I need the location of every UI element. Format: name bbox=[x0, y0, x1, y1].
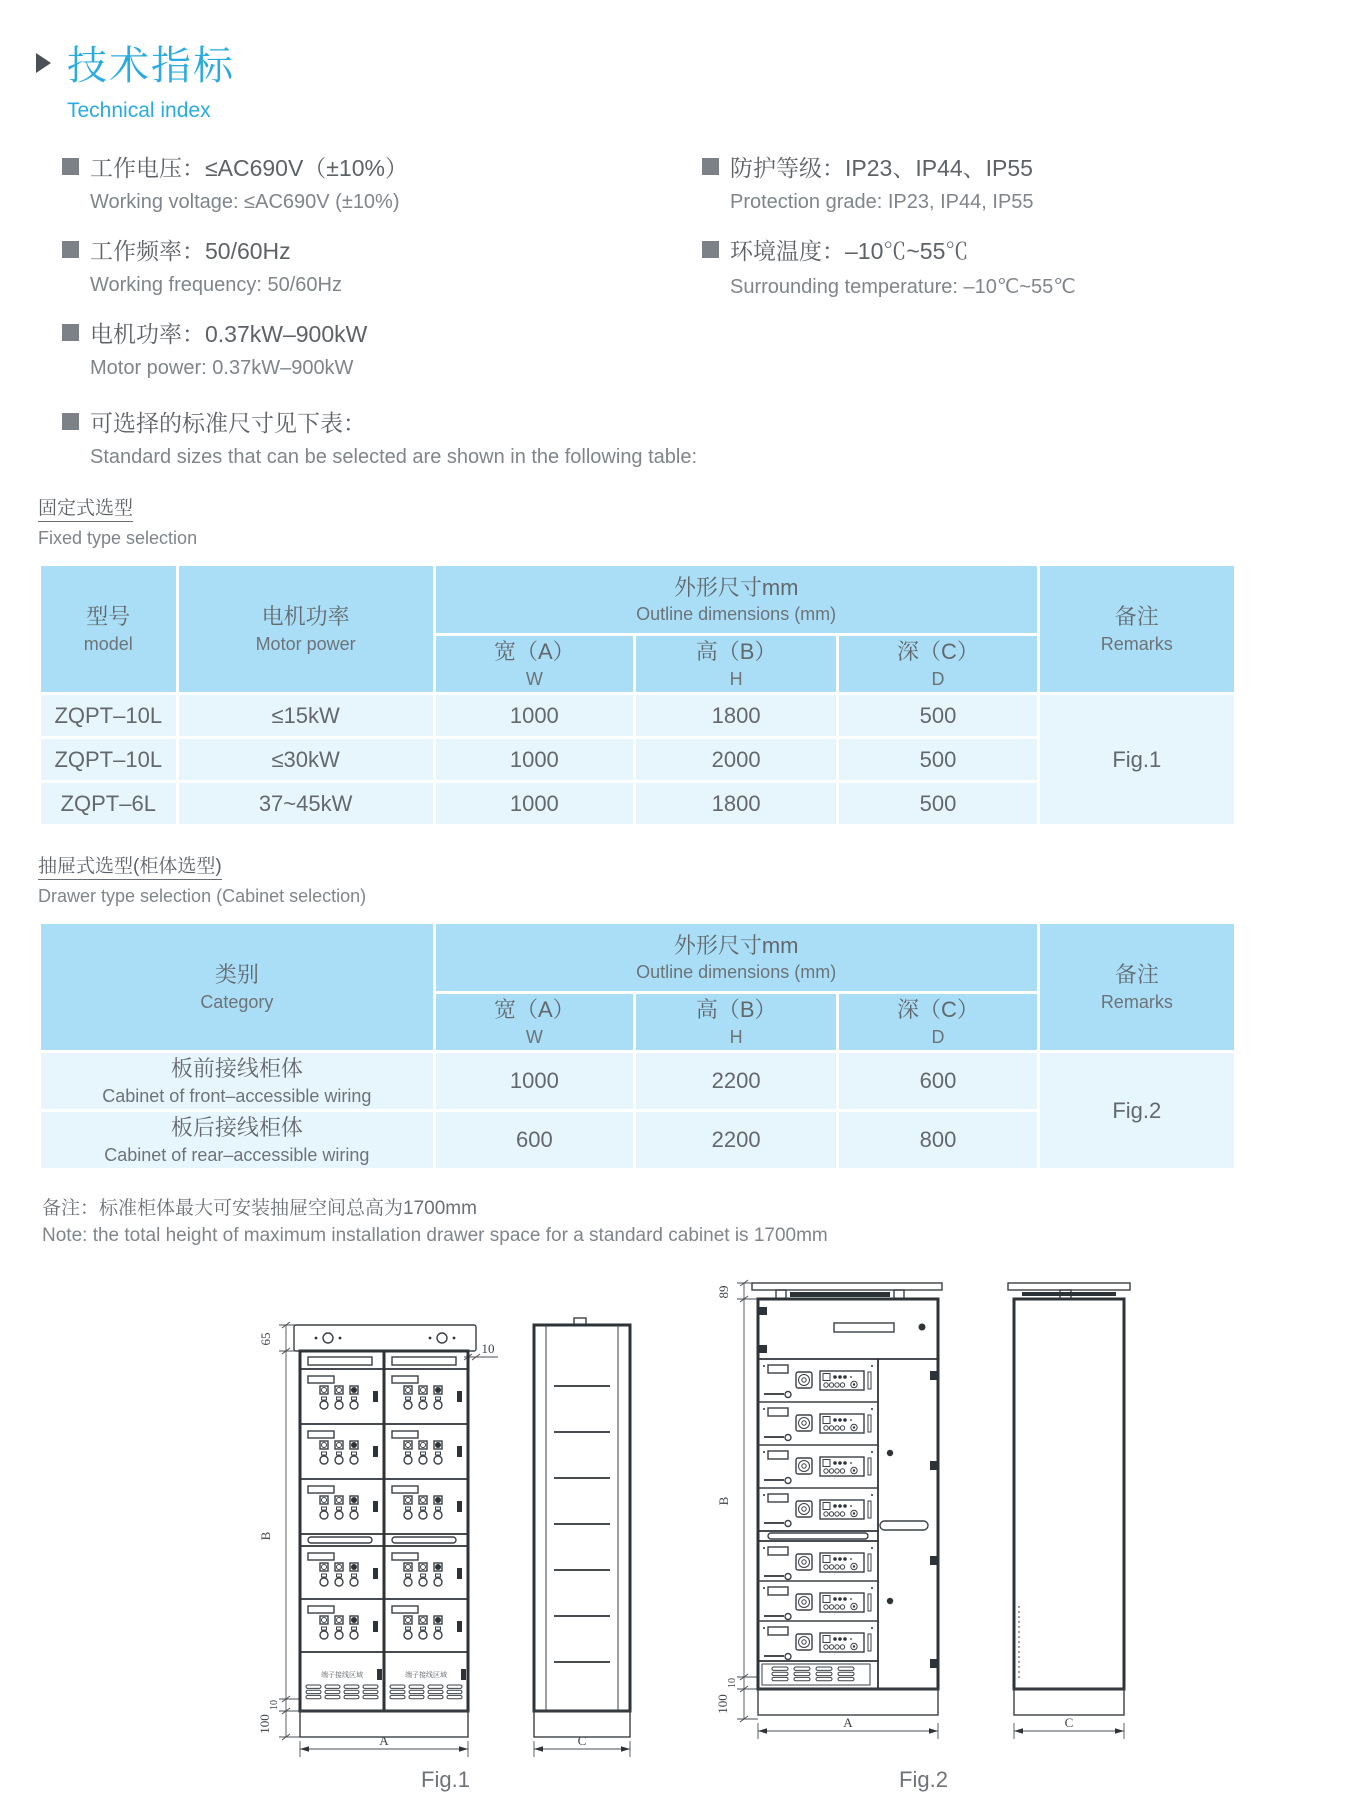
header-model: 型号 model bbox=[40, 565, 178, 694]
header-depth: 深（C） D bbox=[838, 993, 1038, 1052]
section-title-zh: 抽屉式选型(柜体选型) bbox=[38, 851, 222, 880]
header-motor-power: 电机功率 Motor power bbox=[177, 565, 434, 694]
spec-column-left bbox=[62, 149, 702, 398]
cell-depth: 500 bbox=[838, 782, 1038, 826]
table-row bbox=[40, 694, 1236, 738]
cell-model: ZQPT–6L bbox=[40, 782, 178, 826]
fig1-dim-width-label: A bbox=[378, 1733, 389, 1748]
fig1-dim-gap-label: 10 bbox=[268, 1700, 280, 1710]
figures-band bbox=[0, 1271, 1357, 1793]
spec-motor-power bbox=[62, 315, 702, 380]
fig2-dim-width-label: A bbox=[842, 1715, 853, 1730]
spec-en-text: Working voltage: ≤AC690V (±10%) bbox=[90, 191, 400, 213]
header-height: 高（B） H bbox=[634, 635, 837, 694]
page-title-zh: 技术指标 bbox=[67, 44, 235, 88]
cell-height: 1800 bbox=[634, 782, 837, 826]
fig1-dim-plinth-label: 100 bbox=[256, 1714, 272, 1734]
spec-working-voltage bbox=[62, 149, 702, 214]
fig2-side-view-drawing bbox=[1004, 1271, 1134, 1763]
section-title-en: Fixed type selection bbox=[38, 528, 198, 548]
fig2-dim-gap-label: 10 bbox=[726, 1678, 738, 1688]
fig2-caption: Fig.2 bbox=[899, 1767, 948, 1792]
cell-power: ≤30kW bbox=[177, 738, 434, 782]
cell-remark: Fig.1 bbox=[1038, 694, 1235, 826]
intro-en-text: Standard sizes that can be selected are shown in the following table: bbox=[90, 446, 698, 468]
fig2-dim-height-label: B bbox=[715, 1496, 731, 1506]
cell-depth: 800 bbox=[838, 1111, 1038, 1170]
spec-en-text: Surrounding temperature: –10℃~55℃ bbox=[730, 276, 1076, 298]
cell-height: 2000 bbox=[634, 738, 837, 782]
fig1-side-view-drawing bbox=[522, 1311, 642, 1763]
footnote bbox=[42, 1193, 1357, 1247]
header-outline-dimensions: 外形尺寸mm Outline dimensions (mm) bbox=[434, 565, 1038, 635]
footnote-zh: 备注：标准柜体最大可安装抽屉空间总高为1700mm bbox=[42, 1198, 477, 1219]
header-width: 宽（A） W bbox=[434, 993, 634, 1052]
spec-zh-text: 防护等级：IP23、IP44、IP55 bbox=[730, 154, 1033, 181]
bullet-square-icon bbox=[702, 158, 719, 175]
fig2-dim-depth-label: C bbox=[1064, 1715, 1073, 1730]
drawer-type-table bbox=[38, 921, 1237, 1171]
header-width: 宽（A） W bbox=[434, 635, 634, 694]
cell-model: ZQPT–10L bbox=[40, 738, 178, 782]
spec-zh-text: 工作电压：≤AC690V（±10%） bbox=[90, 154, 408, 181]
cell-depth: 500 bbox=[838, 694, 1038, 738]
page-header bbox=[0, 0, 1357, 123]
bullet-square-icon bbox=[702, 241, 719, 258]
fig1-terminal-label: 端子接线区域 bbox=[320, 1672, 363, 1679]
fig2-dim-top-label: 89 bbox=[715, 1285, 731, 1299]
footnote-en: Note: the total height of maximum installation drawer space for a standard cabinet is 1700mm bbox=[42, 1225, 828, 1246]
cell-category: 板前接线柜体 Cabinet of front–accessible wiring bbox=[40, 1052, 435, 1111]
cell-width: 1000 bbox=[434, 738, 634, 782]
header-remarks: 备注 Remarks bbox=[1038, 565, 1235, 694]
fixed-type-section-title bbox=[38, 493, 1357, 549]
intro-zh-text: 可选择的标准尺寸见下表： bbox=[90, 409, 366, 436]
cell-width: 1000 bbox=[434, 1052, 634, 1111]
fig2-dim-plinth-label: 100 bbox=[714, 1694, 730, 1714]
spec-zh-text: 工作频率：50/60Hz bbox=[90, 237, 291, 264]
spec-zh-text: 电机功率：0.37kW–900kW bbox=[90, 320, 368, 347]
cell-width: 1000 bbox=[434, 782, 634, 826]
drawer-type-section-title bbox=[38, 851, 1357, 907]
cell-height: 1800 bbox=[634, 694, 837, 738]
fig1-dim-top-label: 65 bbox=[257, 1332, 273, 1346]
fig1-dim-height-label: B bbox=[257, 1531, 273, 1541]
cell-remark: Fig.2 bbox=[1038, 1052, 1235, 1170]
spec-list bbox=[62, 149, 1357, 398]
fig2-front-view-drawing bbox=[714, 1271, 974, 1763]
fig1-front-view-drawing bbox=[250, 1311, 500, 1763]
fig1-caption: Fig.1 bbox=[421, 1767, 470, 1792]
table-row bbox=[40, 1052, 1236, 1111]
section-title-zh: 固定式选型 bbox=[38, 493, 133, 522]
cell-height: 2200 bbox=[635, 1111, 838, 1170]
cell-depth: 500 bbox=[838, 738, 1038, 782]
header-remarks: 备注 Remarks bbox=[1038, 923, 1235, 1052]
title-arrow-icon bbox=[36, 53, 51, 73]
spec-working-frequency bbox=[62, 232, 702, 297]
cell-category: 板后接线柜体 Cabinet of rear–accessible wiring bbox=[40, 1111, 435, 1170]
fig1-dim-offset-label: 10 bbox=[481, 1341, 494, 1356]
cell-power: 37~45kW bbox=[177, 782, 434, 826]
spec-column-right bbox=[702, 149, 1076, 398]
cell-depth: 600 bbox=[838, 1052, 1038, 1111]
cell-height: 2200 bbox=[635, 1052, 838, 1111]
cell-width: 600 bbox=[434, 1111, 634, 1170]
header-outline-dimensions: 外形尺寸mm Outline dimensions (mm) bbox=[434, 923, 1038, 993]
header-height: 高（B） H bbox=[635, 993, 838, 1052]
section-title-en: Drawer type selection (Cabinet selection) bbox=[38, 886, 367, 906]
header-category: 类别 Category bbox=[40, 923, 435, 1052]
bullet-square-icon bbox=[62, 413, 79, 430]
bullet-square-icon bbox=[62, 241, 79, 258]
fig1-dim-depth-label: C bbox=[577, 1733, 586, 1748]
spec-en-text: Working frequency: 50/60Hz bbox=[90, 274, 342, 296]
fixed-type-table bbox=[38, 563, 1237, 827]
bullet-square-icon bbox=[62, 324, 79, 341]
bullet-square-icon bbox=[62, 158, 79, 175]
spec-en-text: Protection grade: IP23, IP44, IP55 bbox=[730, 191, 1034, 213]
spec-en-text: Motor power: 0.37kW–900kW bbox=[90, 357, 354, 379]
header-depth: 深（C） D bbox=[838, 635, 1038, 694]
cell-power: ≤15kW bbox=[177, 694, 434, 738]
table-intro bbox=[62, 404, 1357, 469]
fig2-group bbox=[714, 1271, 1134, 1793]
cell-model: ZQPT–10L bbox=[40, 694, 178, 738]
page-title-en: Technical index bbox=[67, 99, 211, 122]
cell-width: 1000 bbox=[434, 694, 634, 738]
spec-zh-text: 环境温度：–10℃~55℃ bbox=[730, 237, 969, 264]
spec-protection-grade bbox=[702, 149, 1076, 214]
fig1-group bbox=[250, 1311, 642, 1793]
spec-surrounding-temperature bbox=[702, 232, 1076, 299]
fig1-terminal-label: 端子接线区域 bbox=[404, 1672, 447, 1679]
